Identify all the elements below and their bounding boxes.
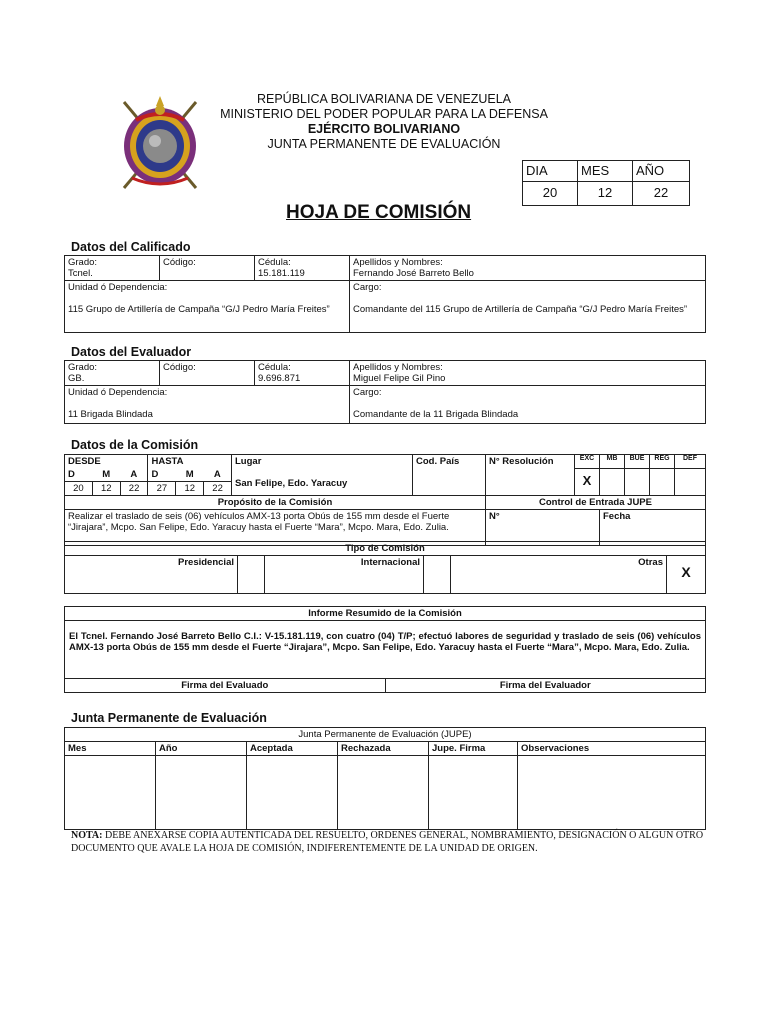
- col-jupe-firma: Jupe. Firma: [429, 742, 518, 756]
- presidencial-label: Presidencial: [65, 556, 238, 594]
- cargo-value: Comandante de la 11 Brigada Blindada: [353, 409, 519, 420]
- nombres-value: Miguel Felipe Gil Pino: [353, 373, 446, 384]
- resolucion-label: N° Resolución: [486, 455, 575, 496]
- grado-label: Grado:: [68, 362, 98, 373]
- codigo-label: Código:: [163, 257, 196, 268]
- firma-evaluador-label: Firma del Evaluador: [385, 679, 706, 693]
- dia-value: 20: [523, 182, 578, 206]
- internacional-label: Internacional: [265, 556, 424, 594]
- page-title: HOJA DE COMISIÓN: [286, 202, 472, 223]
- num-label: N°: [486, 510, 600, 546]
- desde-d-label: D: [65, 468, 93, 482]
- nombres-label: Apellidos y Nombres:: [353, 362, 443, 373]
- jupe-title: Junta Permanente de Evaluación (JUPE): [65, 728, 706, 742]
- hasta-d-label: D: [148, 468, 176, 482]
- unidad-label: Unidad ó Dependencia:: [68, 282, 168, 293]
- lugar-label-cell: [232, 455, 413, 496]
- jupe-cell: [518, 756, 706, 830]
- cedula-label: Cédula:: [258, 362, 291, 373]
- nombres-label: Apellidos y Nombres:: [353, 257, 443, 268]
- otras-mark: X: [667, 556, 706, 594]
- col-aceptada: Aceptada: [247, 742, 338, 756]
- desde-label: DESDE: [65, 455, 148, 469]
- jupe-cell: [156, 756, 247, 830]
- informe-table: [64, 606, 706, 693]
- header-line-1: REPÚBLICA BOLIVARIANA DE VENEZUELA: [256, 92, 512, 106]
- grado-label: Grado:: [68, 257, 98, 268]
- otras-label: Otras: [451, 556, 667, 594]
- jupe-cell: [338, 756, 429, 830]
- cargo-value: Comandante del 115 Grupo de Artillería de Campaña “G/J Pedro María Freites”: [353, 304, 688, 315]
- desde-a-label: A: [120, 468, 148, 482]
- rating-bue: BUE: [625, 455, 650, 469]
- hasta-a-value: 22: [204, 482, 232, 496]
- hasta-label: HASTA: [148, 455, 232, 469]
- rating-reg: REG: [650, 455, 675, 469]
- control-label: Control de Entrada JUPE: [486, 496, 706, 510]
- date-box: [522, 160, 690, 206]
- evaluador-table: [64, 360, 706, 424]
- informe-text: El Tcnel. Fernando José Barreto Bello C.I.: V-15.181.119, con cuatro (04) T/P; efectuó labores de seguridad y traslado de seis (06) vehículos AMX-13 porta Obús de 155 mm desde el Fuerte “Jirajara”, Mcpo. San Felipe, Edo. Yaracuy hasta el Fuerte “Mara”, Mcpo. Mara, Edo. Zulia.: [65, 621, 706, 679]
- nota-text: DEBE ANEXARSE COPIA AUTENTICADA DEL RESUELTO, ORDENES GENERAL, NOMBRAMIENTO, DESIGNACIÓN O ALGUN OTRO DOCUMENTO QUE AVALE LA HOJA DE COMISIÓN, INDIFERENTEMENTE DE LA UNIDAD DE ORIGEN.: [71, 830, 704, 854]
- col-observaciones: Observaciones: [518, 742, 706, 756]
- grado-value: Tcnel.: [68, 268, 93, 279]
- jupe-cell: [247, 756, 338, 830]
- header-line-2: MINISTERIO DEL PODER POPULAR PARA LA DEFENSA: [220, 107, 548, 121]
- lugar-label: Lugar: [235, 456, 262, 467]
- desde-m-label: M: [92, 468, 120, 482]
- proposito-label: Propósito de la Comisión: [65, 496, 486, 510]
- lugar-value: San Felipe, Edo. Yaracuy: [235, 478, 348, 489]
- dia-label: DIA: [523, 161, 578, 182]
- rating-bue-cell: [625, 468, 650, 496]
- cedula-value: 15.181.119: [258, 268, 305, 279]
- unidad-label: Unidad ó Dependencia:: [68, 387, 168, 398]
- calificado-table: [64, 255, 706, 333]
- comision-table: [64, 454, 706, 554]
- cargo-label: Cargo:: [353, 387, 382, 398]
- rating-mb: MB: [600, 455, 625, 469]
- jupe-section-title: Junta Permanente de Evaluación: [71, 711, 267, 725]
- comision-section-title: Datos de la Comisión: [71, 438, 199, 452]
- firma-evaluado-label: Firma del Evaluado: [65, 679, 386, 693]
- header-line-4: JUNTA PERMANENTE DE EVALUACIÓN: [267, 137, 501, 151]
- desde-a-value: 22: [120, 482, 148, 496]
- presidencial-box: [238, 556, 265, 594]
- unidad-value: 115 Grupo de Artillería de Campaña “G/J Pedro María Freites”: [68, 304, 330, 315]
- cargo-label: Cargo:: [353, 282, 382, 293]
- hasta-m-label: M: [176, 468, 204, 482]
- internacional-box: [424, 556, 451, 594]
- desde-m-value: 12: [92, 482, 120, 496]
- rating-def-cell: [675, 468, 706, 496]
- jupe-table: [64, 727, 706, 830]
- nombres-value: Fernando José Barreto Bello: [353, 268, 474, 279]
- col-anio: Año: [156, 742, 247, 756]
- tipo-label: Tipo de Comisión: [65, 542, 706, 556]
- jupe-cell: [429, 756, 518, 830]
- col-mes: Mes: [65, 742, 156, 756]
- mes-label: MES: [578, 161, 633, 182]
- rating-def: DEF: [675, 455, 706, 469]
- desde-d-value: 20: [65, 482, 93, 496]
- rating-reg-cell: [650, 468, 675, 496]
- col-rechazada: Rechazada: [338, 742, 429, 756]
- codigo-label: Código:: [163, 362, 196, 373]
- cedula-label: Cédula:: [258, 257, 291, 268]
- header-line-3: EJÉRCITO BOLIVARIANO: [307, 122, 461, 136]
- jupe-cell: [65, 756, 156, 830]
- hasta-m-value: 12: [176, 482, 204, 496]
- mes-value: 12: [578, 182, 633, 206]
- anio-label: AÑO: [633, 161, 690, 182]
- proposito-value: Realizar el traslado de seis (06) vehículos AMX-13 porta Obús de 155 mm desde el Fuerte “Jirajara”, Mcpo. San Felipe, Edo. Yaracuy hasta el Fuerte “Mara”, Mcpo. Mara, Edo. Zulia.: [65, 510, 486, 546]
- rating-exc-mark: X: [575, 468, 600, 496]
- cod-pais-label: Cod. País: [413, 455, 486, 496]
- evaluador-section-title: Datos del Evaluador: [71, 345, 192, 359]
- grado-value: GB.: [68, 373, 85, 384]
- cedula-value: 9.696.871: [258, 373, 301, 384]
- anio-value: 22: [633, 182, 690, 206]
- unidad-value: 11 Brigada Blindada: [68, 409, 153, 420]
- hasta-d-value: 27: [148, 482, 176, 496]
- hasta-a-label: A: [204, 468, 232, 482]
- informe-title: Informe Resumido de la Comisión: [65, 607, 706, 621]
- nota-label: NOTA:: [71, 830, 103, 841]
- fecha-label: Fecha: [600, 510, 706, 546]
- tipo-table: [64, 541, 706, 594]
- rating-mb-cell: [600, 468, 625, 496]
- rating-exc: EXC: [575, 455, 600, 469]
- calificado-section-title: Datos del Calificado: [71, 240, 191, 254]
- nota: [71, 829, 705, 855]
